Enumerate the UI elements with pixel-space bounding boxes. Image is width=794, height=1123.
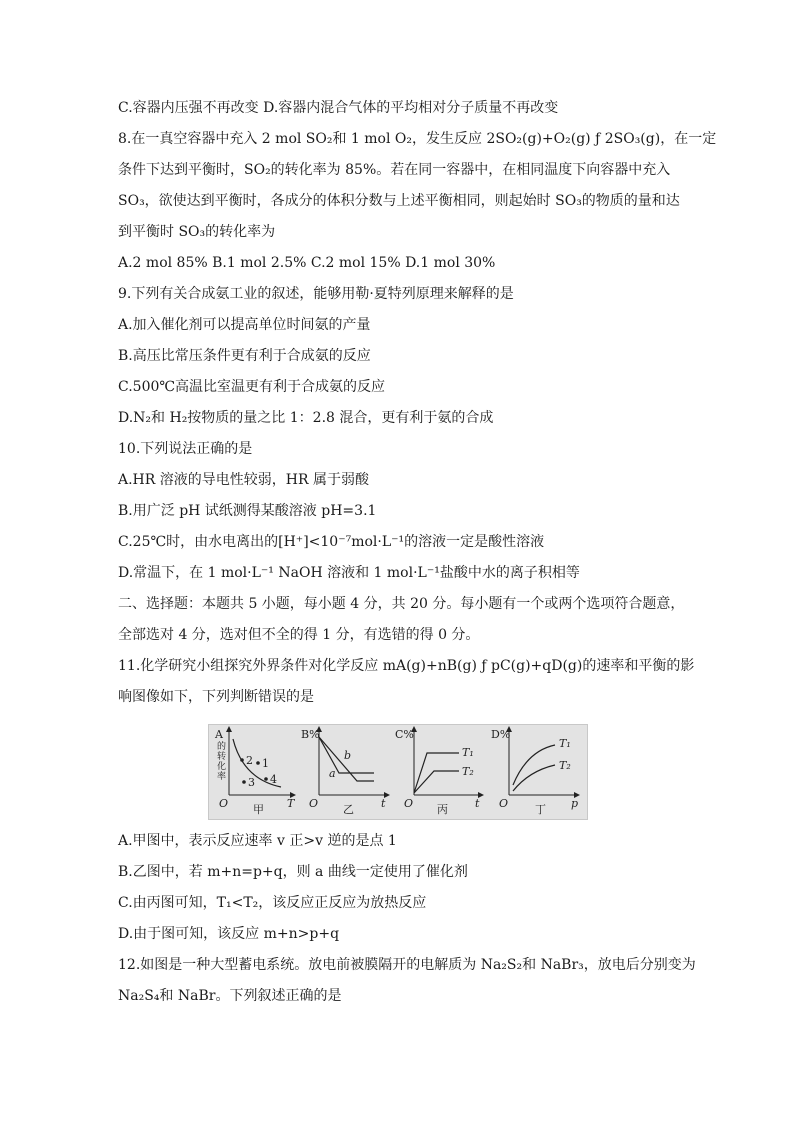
q11-option-d: D.由于图可知，该反应 m+n>p+q — [118, 926, 340, 942]
q12-stem-line-1: 12.如图是一种大型蓄电系统。放电前被膜隔开的电解质为 Na₂S₂和 NaBr₃，放电后分别变为 — [118, 957, 696, 973]
section-2-heading-line-1: 二、选择题：本题共 5 小题，每小题 4 分，共 20 分。每小题有一个或两个选项符合题意， — [118, 596, 685, 612]
graph-jia — [214, 728, 296, 816]
q9-option-d: D.N₂和 H₂按物质的量之比 1：2.8 混合，更有利于氨的合成 — [118, 410, 494, 426]
jia-xlabel: T — [287, 797, 295, 810]
bing-ylabel: C% — [395, 728, 414, 741]
q9-option-a: A.加入催化剂可以提高单位时间氨的产量 — [118, 317, 371, 333]
q8-stem-line-2: 条件下达到平衡时，SO₂的转化率为 85%。若在同一容器中，在相同温度下向容器中充入 — [118, 162, 671, 178]
jia-label-1: 1 — [262, 757, 269, 770]
jia-label-3: 3 — [248, 776, 255, 789]
bing-xlabel: t — [475, 797, 480, 810]
ding-curve-t2 — [513, 765, 555, 791]
q7-options-cd: C.容器内压强不再改变 D.容器内混合气体的平均相对分子质量不再改变 — [118, 100, 559, 116]
q9-option-b: B.高压比常压条件更有利于合成氨的反应 — [118, 348, 371, 364]
yi-origin: O — [309, 797, 319, 810]
ding-name: 丁 — [535, 803, 546, 816]
yi-label-b: b — [344, 749, 352, 762]
q10-option-d: D.常温下，在 1 mol·L⁻¹ NaOH 溶液和 1 mol·L⁻¹盐酸中水的离子积相等 — [118, 565, 580, 581]
q9-stem: 9.下列有关合成氨工业的叙述，能够用勒·夏特列原理来解释的是 — [118, 286, 514, 302]
jia-point-3 — [242, 780, 246, 784]
jia-ylabel-2: 的 — [217, 742, 227, 752]
bing-label-t1: T₁ — [462, 746, 474, 759]
q11-option-b: B.乙图中，若 m+n=p+q，则 a 曲线一定使用了催化剂 — [118, 864, 468, 880]
jia-name: 甲 — [253, 803, 264, 816]
bing-label-t2: T₂ — [462, 765, 474, 778]
q12-stem-line-2: Na₂S₄和 NaBr。下列叙述正确的是 — [118, 988, 342, 1004]
bing-name: 丙 — [437, 803, 448, 816]
ding-origin: O — [499, 797, 509, 810]
jia-point-1 — [256, 761, 260, 765]
q10-option-b: B.用广泛 pH 试纸测得某酸溶液 pH=3.1 — [118, 503, 377, 519]
ding-xlabel: p — [571, 797, 579, 810]
q10-option-c: C.25℃时，由水电离出的[H⁺]<10⁻⁷mol·L⁻¹的溶液一定是酸性溶液 — [118, 534, 545, 550]
q8-stem-line-3: SO₃，欲使达到平衡时，各成分的体积分数与上述平衡相同，则起始时 SO₃的物质的量和达 — [118, 193, 680, 209]
graph-ding — [491, 728, 578, 816]
ding-label-t1: T₁ — [559, 737, 571, 750]
jia-ylabel-1: A — [215, 728, 223, 741]
q11-figure — [208, 724, 588, 820]
section-2-heading-line-2: 全部选对 4 分，选对但不全的得 1 分，有选错的得 0 分。 — [118, 627, 480, 643]
q8-options: A.2 mol 85% B.1 mol 2.5% C.2 mol 15% D.1 mol 30% — [118, 255, 496, 271]
yi-ylabel: B% — [301, 728, 320, 741]
jia-point-4 — [264, 777, 268, 781]
q8-stem-line-1: 8.在一真空容器中充入 2 mol SO₂和 1 mol O₂，发生反应 2SO₂(g)+O₂(g) ƒ 2SO₃(g)，在一定 — [118, 131, 717, 147]
ding-curve-t1 — [513, 745, 555, 785]
jia-label-4: 4 — [270, 773, 277, 786]
ding-label-t2: T₂ — [559, 759, 571, 772]
jia-point-2 — [240, 758, 244, 762]
jia-ylabel-5: 率 — [217, 772, 227, 782]
bing-curve-t2 — [414, 771, 459, 793]
q11-option-c: C.由丙图可知，T₁<T₂，该反应正反应为放热反应 — [118, 895, 427, 911]
jia-label-2: 2 — [246, 754, 253, 767]
jia-origin: O — [219, 797, 229, 810]
q11-stem-line-2: 响图像如下，下列判断错误的是 — [118, 689, 314, 705]
graph-bing — [395, 728, 481, 816]
q11-stem-line-1: 11.化学研究小组探究外界条件对化学反应 mA(g)+nB(g) ƒ pC(g)+qD(g)的速率和平衡的影 — [118, 658, 695, 674]
q8-stem-line-4: 到平衡时 SO₃的转化率为 — [118, 224, 276, 240]
yi-label-a: a — [329, 767, 336, 780]
ding-ylabel: D% — [491, 728, 511, 741]
jia-ylabel-4: 化 — [217, 762, 227, 772]
graph-yi — [301, 728, 387, 816]
q10-option-a: A.HR 溶液的导电性较弱，HR 属于弱酸 — [118, 472, 369, 488]
bing-curve-t1 — [414, 753, 459, 793]
q10-stem: 10.下列说法正确的是 — [118, 441, 253, 457]
jia-ylabel-3: 转 — [217, 752, 227, 762]
q9-option-c: C.500℃高温比室温更有利于合成氨的反应 — [118, 379, 386, 395]
bing-origin: O — [404, 797, 414, 810]
yi-xlabel: t — [381, 797, 386, 810]
yi-name: 乙 — [343, 803, 354, 816]
q11-option-a: A.甲图中，表示反应速率 v 正>v 逆的是点 1 — [118, 833, 397, 849]
